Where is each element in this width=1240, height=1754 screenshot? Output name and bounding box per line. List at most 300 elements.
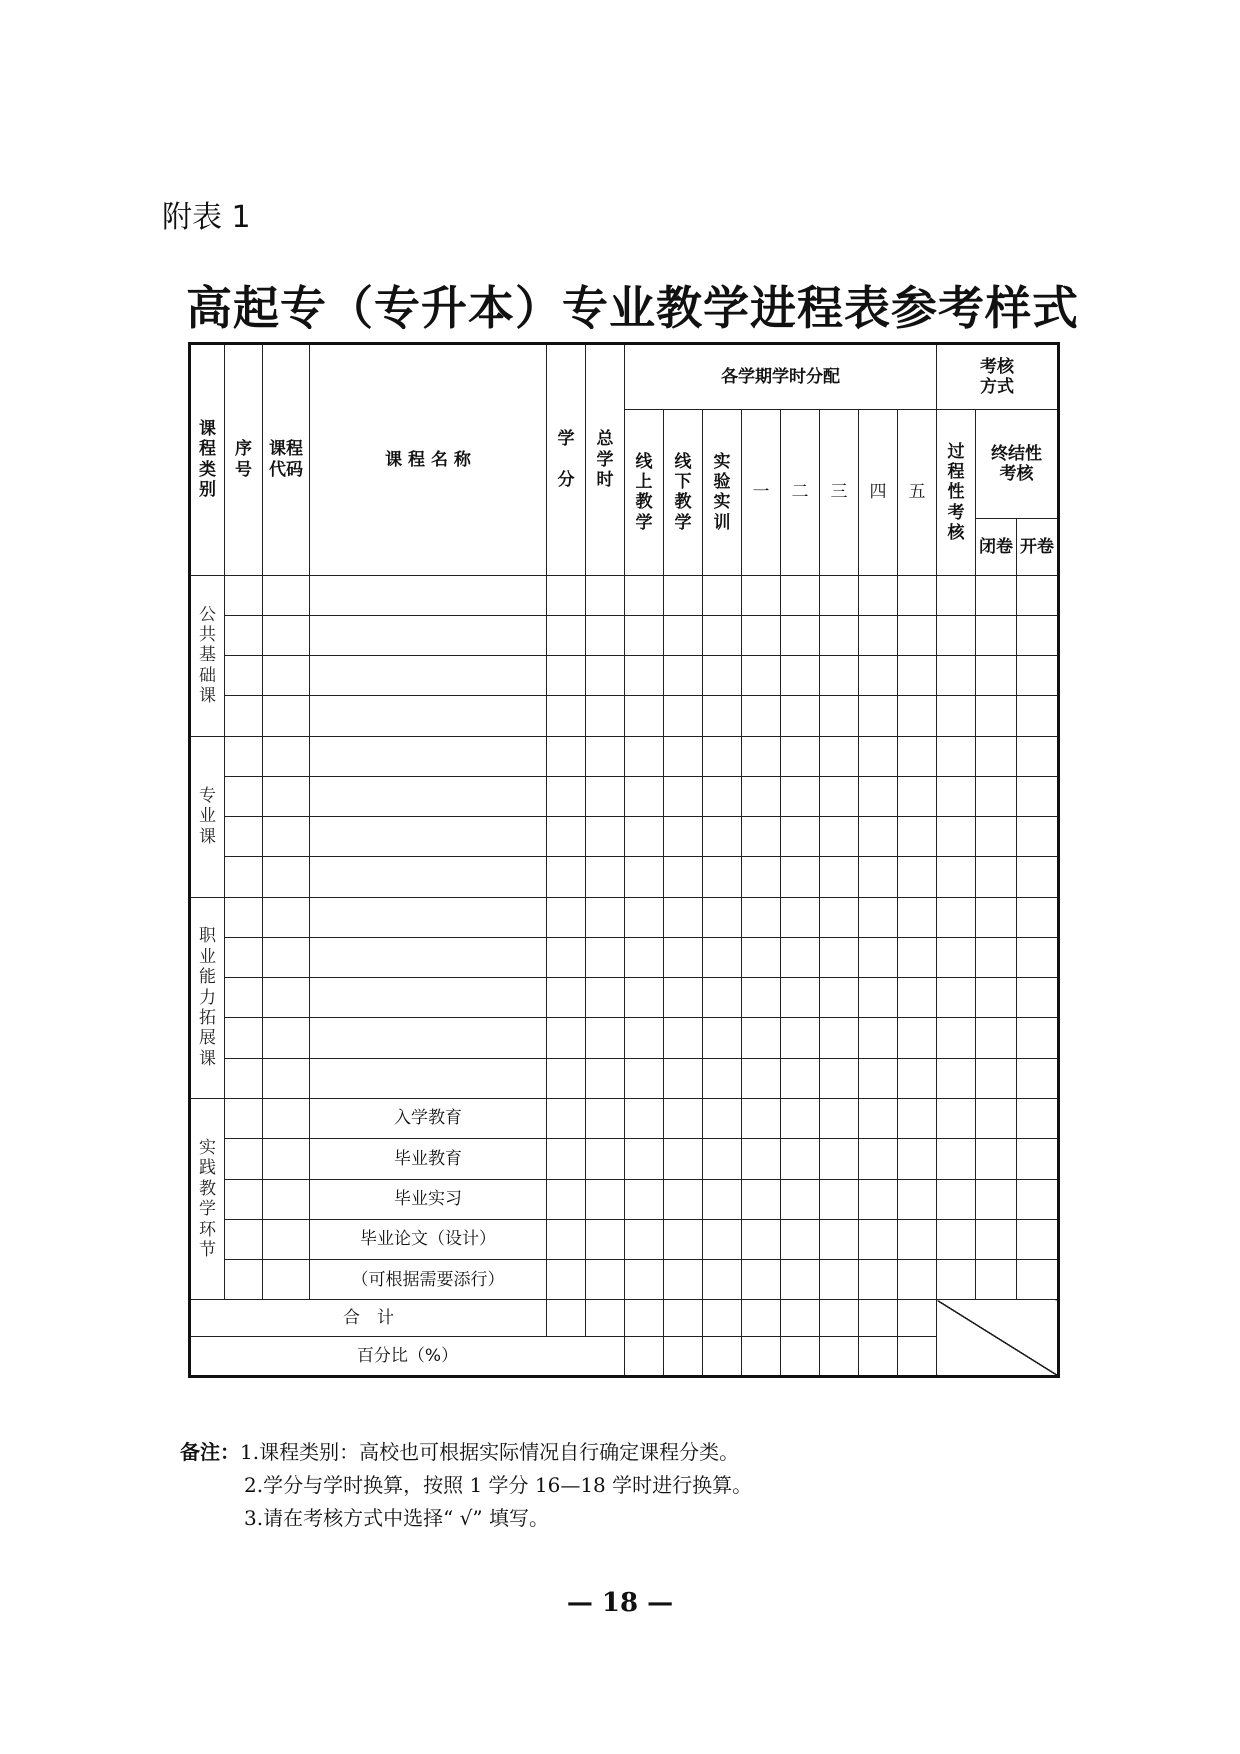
table-cell [703, 696, 742, 736]
table-cell [976, 1099, 1017, 1139]
table-row [190, 696, 1059, 736]
table-cell [586, 1300, 625, 1336]
table-cell [742, 1018, 781, 1058]
table-cell [263, 857, 310, 897]
table-cell [547, 1300, 586, 1336]
table-cell [781, 1139, 820, 1179]
table-cell [820, 937, 859, 977]
table-cell [1017, 575, 1059, 615]
table-cell [820, 575, 859, 615]
table-cell [225, 1179, 263, 1219]
table-cell [625, 937, 664, 977]
course-name-cell [310, 1018, 547, 1058]
table-cell [664, 1179, 703, 1219]
table-cell [625, 615, 664, 655]
table-cell [937, 1099, 976, 1139]
table-cell [586, 615, 625, 655]
table-cell [225, 857, 263, 897]
table-cell [742, 1336, 781, 1376]
table-cell [625, 1139, 664, 1179]
table-cell [664, 1300, 703, 1336]
table-cell [1017, 696, 1059, 736]
table-cell [1017, 817, 1059, 857]
course-name-cell [310, 736, 547, 776]
table-cell [664, 937, 703, 977]
table-cell [625, 1058, 664, 1098]
table-cell [820, 1336, 859, 1376]
table-cell [225, 656, 263, 696]
table-cell [976, 1179, 1017, 1219]
header-course-name: 课 程 名 称 [310, 344, 547, 576]
table-cell [742, 817, 781, 857]
table-row [190, 776, 1059, 816]
table-cell [820, 978, 859, 1018]
table-cell [898, 897, 937, 937]
table-cell [225, 817, 263, 857]
course-name-cell [310, 615, 547, 655]
table-cell [586, 575, 625, 615]
table-cell [781, 1099, 820, 1139]
course-name-cell: 毕业论文（设计） [310, 1219, 547, 1259]
table-cell [820, 817, 859, 857]
header-semester-3: 三 [820, 410, 859, 575]
notes-label: 备注： [180, 1440, 240, 1464]
table-cell [263, 937, 310, 977]
table-cell [225, 897, 263, 937]
table-cell [859, 776, 898, 816]
table-cell [625, 575, 664, 615]
table-cell [547, 817, 586, 857]
page-number: — 18 — [566, 1588, 674, 1618]
note-item-1: 1.课程类别：高校也可根据实际情况自行确定课程分类。 [240, 1440, 740, 1464]
table-cell [937, 776, 976, 816]
table-cell [859, 978, 898, 1018]
table-cell [859, 1139, 898, 1179]
table-row [190, 575, 1059, 615]
table-cell [1017, 656, 1059, 696]
table-cell [625, 1018, 664, 1058]
table-cell [820, 857, 859, 897]
table-cell [898, 1139, 937, 1179]
percent-row [190, 1336, 1059, 1376]
course-name-cell: 入学教育 [310, 1099, 547, 1139]
header-summative-assessment: 终结性 考核 [976, 410, 1059, 519]
table-cell [742, 776, 781, 816]
course-name-cell: 毕业教育 [310, 1139, 547, 1179]
table-cell [781, 817, 820, 857]
table-row [190, 656, 1059, 696]
table-cell [898, 857, 937, 897]
table-cell [898, 1219, 937, 1259]
table-cell [937, 656, 976, 696]
table-cell [625, 696, 664, 736]
table-cell [586, 656, 625, 696]
table-cell [225, 1058, 263, 1098]
table-cell [263, 656, 310, 696]
table-cell [898, 937, 937, 977]
table-cell [586, 1260, 625, 1300]
table-cell [898, 1260, 937, 1300]
table-cell [225, 1099, 263, 1139]
table-cell [625, 978, 664, 1018]
table-cell [937, 857, 976, 897]
table-cell [586, 1018, 625, 1058]
table-cell [937, 817, 976, 857]
table-cell [547, 897, 586, 937]
table-cell [263, 1260, 310, 1300]
table-cell [547, 1179, 586, 1219]
table-cell [225, 978, 263, 1018]
table-cell [703, 817, 742, 857]
table-cell [742, 575, 781, 615]
table-cell [547, 1058, 586, 1098]
table-cell [859, 1336, 898, 1376]
course-name-cell [310, 575, 547, 615]
table-cell [937, 615, 976, 655]
table-cell [547, 696, 586, 736]
header-lab: 实 验 实 训 [703, 410, 742, 575]
table-cell [937, 1179, 976, 1219]
header-category: 课 程 类 别 [190, 344, 225, 576]
table-cell [1017, 1179, 1059, 1219]
table-cell [781, 1058, 820, 1098]
note-item-3: 3.请在考核方式中选择“ √” 填写。 [244, 1506, 549, 1530]
table-cell [703, 1336, 742, 1376]
category-label: 专 业 课 [190, 736, 225, 897]
table-cell [859, 575, 898, 615]
table-cell [742, 615, 781, 655]
table-cell [586, 857, 625, 897]
table-cell [976, 776, 1017, 816]
table-cell [625, 1219, 664, 1259]
table-row [190, 1099, 1059, 1139]
table-cell [820, 897, 859, 937]
table-cell [820, 1018, 859, 1058]
table-cell [664, 978, 703, 1018]
table-cell [586, 1058, 625, 1098]
course-name-cell [310, 1058, 547, 1098]
table-cell [976, 817, 1017, 857]
course-name-cell [310, 656, 547, 696]
table-cell [703, 1058, 742, 1098]
table-cell [976, 615, 1017, 655]
table-row [190, 1219, 1059, 1259]
table-row [190, 857, 1059, 897]
course-name-cell [310, 857, 547, 897]
table-cell [547, 776, 586, 816]
table-cell [703, 575, 742, 615]
course-name-cell [310, 937, 547, 977]
table-cell [898, 696, 937, 736]
table-cell [976, 937, 1017, 977]
table-cell [898, 615, 937, 655]
table-cell [263, 615, 310, 655]
table-cell [859, 1179, 898, 1219]
table-cell [703, 776, 742, 816]
table-cell [820, 736, 859, 776]
table-cell [1017, 1099, 1059, 1139]
table-cell [1017, 736, 1059, 776]
table-cell [263, 1179, 310, 1219]
table-cell [781, 937, 820, 977]
course-name-cell: 毕业实习 [310, 1179, 547, 1219]
table-cell [976, 1139, 1017, 1179]
table-cell [703, 1219, 742, 1259]
table-cell [781, 1219, 820, 1259]
table-cell [742, 1300, 781, 1336]
table-row [190, 1179, 1059, 1219]
course-name-cell [310, 978, 547, 1018]
table-cell [547, 575, 586, 615]
table-cell [820, 776, 859, 816]
table-cell [225, 1219, 263, 1259]
table-cell [586, 736, 625, 776]
table-cell [664, 857, 703, 897]
table-cell [547, 1099, 586, 1139]
header-seq: 序 号 [225, 344, 263, 576]
table-cell [937, 978, 976, 1018]
table-cell [937, 897, 976, 937]
table-row [190, 1058, 1059, 1098]
table-cell [937, 696, 976, 736]
category-label: 公 共 基 础 课 [190, 575, 225, 736]
table-cell [1017, 1139, 1059, 1179]
table-cell [586, 1179, 625, 1219]
table-cell [703, 857, 742, 897]
header-semester-2: 二 [781, 410, 820, 575]
table-cell [225, 1260, 263, 1300]
table-cell [859, 1099, 898, 1139]
table-cell [263, 696, 310, 736]
table-cell [976, 1058, 1017, 1098]
table-row [190, 937, 1059, 977]
table-row [190, 1139, 1059, 1179]
table-cell [742, 736, 781, 776]
table-cell [781, 897, 820, 937]
table-cell [547, 656, 586, 696]
table-cell [898, 1179, 937, 1219]
table-cell [586, 978, 625, 1018]
table-cell [664, 1099, 703, 1139]
table-cell [1017, 857, 1059, 897]
table-cell [664, 1260, 703, 1300]
header-credit: 学 分 [547, 344, 586, 576]
table-cell [547, 1219, 586, 1259]
table-cell [625, 776, 664, 816]
table-cell [586, 1139, 625, 1179]
table-cell [664, 1058, 703, 1098]
table-cell [664, 776, 703, 816]
table-cell [586, 1099, 625, 1139]
table-cell [742, 1219, 781, 1259]
table-cell [547, 615, 586, 655]
table-cell [976, 1018, 1017, 1058]
table-cell [781, 656, 820, 696]
table-cell [898, 1336, 937, 1376]
table-cell [781, 1300, 820, 1336]
table-row [190, 978, 1059, 1018]
table-cell [781, 575, 820, 615]
table-cell [859, 1018, 898, 1058]
table-cell [820, 615, 859, 655]
table-cell [820, 1139, 859, 1179]
table-cell [586, 776, 625, 816]
table-cell [1017, 1260, 1059, 1300]
table-cell [1017, 615, 1059, 655]
table-cell [1017, 1219, 1059, 1259]
table-row [190, 736, 1059, 776]
table-cell [703, 978, 742, 1018]
teaching-schedule-table [188, 342, 1058, 1378]
table-cell [225, 736, 263, 776]
table-cell [898, 1018, 937, 1058]
table-cell [1017, 776, 1059, 816]
table-cell [586, 897, 625, 937]
table-cell [937, 1219, 976, 1259]
table-cell [225, 575, 263, 615]
header-process-assessment: 过 程 性 考 核 [937, 410, 976, 575]
course-name-cell [310, 696, 547, 736]
table-cell [742, 656, 781, 696]
course-name-cell [310, 776, 547, 816]
table-cell [859, 736, 898, 776]
table-cell [664, 696, 703, 736]
table-cell [1017, 937, 1059, 977]
table-cell [1017, 978, 1059, 1018]
table-cell [781, 696, 820, 736]
table-cell [625, 656, 664, 696]
table-cell [742, 1099, 781, 1139]
table-cell [937, 1139, 976, 1179]
table-cell [664, 575, 703, 615]
total-label: 合 计 [190, 1300, 547, 1336]
table-cell [742, 1179, 781, 1219]
table-cell [781, 1018, 820, 1058]
course-name-cell: （可根据需要添行） [310, 1260, 547, 1300]
table-cell [263, 1058, 310, 1098]
table-cell [898, 1099, 937, 1139]
table-cell [976, 857, 1017, 897]
table-cell [1017, 1018, 1059, 1058]
table-cell [898, 978, 937, 1018]
table-cell [703, 897, 742, 937]
table-cell [703, 1260, 742, 1300]
table-cell [742, 857, 781, 897]
table-cell [263, 1219, 310, 1259]
table-cell [898, 736, 937, 776]
table-cell [859, 1058, 898, 1098]
table-cell [703, 615, 742, 655]
table-cell [937, 937, 976, 977]
table-cell [225, 615, 263, 655]
table-cell [625, 1260, 664, 1300]
table-cell [820, 1300, 859, 1336]
table-cell [859, 1219, 898, 1259]
table-cell [898, 656, 937, 696]
table-cell [742, 1139, 781, 1179]
table-cell [225, 1139, 263, 1179]
table-cell [703, 736, 742, 776]
table-cell [703, 1179, 742, 1219]
table-cell [859, 1260, 898, 1300]
course-name-cell [310, 897, 547, 937]
table-cell [976, 575, 1017, 615]
table-cell [859, 615, 898, 655]
table-cell [664, 1336, 703, 1376]
category-label: 职 业 能 力 拓 展 课 [190, 897, 225, 1098]
table-cell [664, 897, 703, 937]
table-cell [664, 656, 703, 696]
annex-label: 附表 1 [162, 200, 251, 235]
table-cell [937, 1018, 976, 1058]
table-cell [898, 1058, 937, 1098]
table-cell [820, 1058, 859, 1098]
table-cell [547, 937, 586, 977]
table-cell [820, 656, 859, 696]
schedule-grid [188, 342, 1060, 1378]
table-cell [742, 1058, 781, 1098]
header-online: 线 上 教 学 [625, 410, 664, 575]
header-semester-4: 四 [859, 410, 898, 575]
table-cell [225, 937, 263, 977]
table-cell [781, 615, 820, 655]
table-cell [625, 1099, 664, 1139]
table-cell [976, 696, 1017, 736]
table-cell [225, 1018, 263, 1058]
table-cell [703, 937, 742, 977]
table-cell [859, 857, 898, 897]
table-cell [781, 1179, 820, 1219]
table-cell [586, 817, 625, 857]
table-cell [781, 978, 820, 1018]
table-cell [703, 1139, 742, 1179]
table-cell [263, 1018, 310, 1058]
table-cell [898, 1300, 937, 1336]
header-total-hours: 总 学 时 [586, 344, 625, 576]
table-cell [937, 575, 976, 615]
table-cell [898, 575, 937, 615]
table-row [190, 615, 1059, 655]
table-cell [664, 1139, 703, 1179]
table-cell [664, 1018, 703, 1058]
table-cell [664, 615, 703, 655]
table-cell [937, 736, 976, 776]
table-cell [976, 978, 1017, 1018]
table-cell [781, 1260, 820, 1300]
table-cell [781, 736, 820, 776]
table-cell [547, 1139, 586, 1179]
table-cell [547, 857, 586, 897]
table-cell [898, 776, 937, 816]
table-cell [263, 736, 310, 776]
table-cell [625, 817, 664, 857]
table-cell [859, 656, 898, 696]
table-cell [703, 1099, 742, 1139]
header-code: 课程 代码 [263, 344, 310, 576]
table-row [190, 1260, 1059, 1300]
table-cell [742, 937, 781, 977]
header-closed-book: 闭卷 [976, 519, 1017, 575]
table-cell [586, 937, 625, 977]
course-name-cell [310, 817, 547, 857]
table-cell [263, 978, 310, 1018]
header-semester-5: 五 [898, 410, 937, 575]
table-row [190, 817, 1059, 857]
table-cell [625, 1336, 664, 1376]
table-cell [976, 1219, 1017, 1259]
table-cell [225, 696, 263, 736]
table-cell [742, 696, 781, 736]
